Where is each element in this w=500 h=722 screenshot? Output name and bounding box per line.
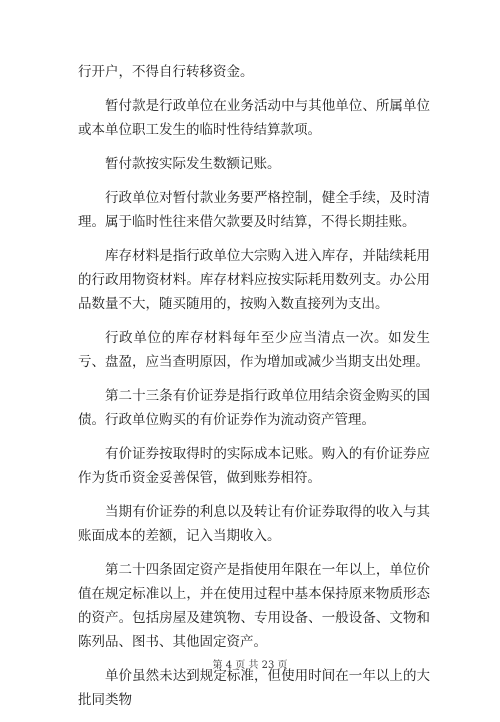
paragraph: 第二十三条有价证券是指行政单位用结余资金购买的国债。行政单位购买的有价证券作为流动资产管理。 xyxy=(78,388,430,428)
paragraph: 有价证券按取得时的实际成本记账。购入的有价证券应作为货币资金妥善保管，做到账券相符。 xyxy=(78,446,430,486)
paragraph: 行政单位的库存材料每年至少应当清点一次。如发生亏、盘盈，应当查明原因，作为增加或减少当期支出处理。 xyxy=(78,330,430,370)
document-body xyxy=(78,60,430,722)
paragraph: 第二十四条固定资产是指使用年限在一年以上，单位价值在规定标准以上，并在使用过程中基本保持原来物质形态的资产。包括房屋及建筑物、专用设备、一般设备、文物和陈列品、图书、其他固定资产。 xyxy=(78,562,430,650)
paragraph: 行开户，不得自行转移资金。 xyxy=(78,64,254,80)
paragraph: 库存材料是指行政单位大宗购入进入库存，并陆续耗用的行政用物资材料。库存材料应按实际耗用数列支。办公用品数量不大，随买随用的，按购入数直接列为支出。 xyxy=(78,248,430,312)
paragraph: 行政单位对暂付款业务要严格控制，健全手续，及时清理。属于临时性往来借欠款要及时结算，不得长期挂账。 xyxy=(78,190,430,230)
page-footer: 第 4 页 共 23 页 xyxy=(212,660,288,671)
paragraph: 暂付款是行政单位在业务活动中与其他单位、所属单位或本单位职工发生的临时性待结算款项。 xyxy=(78,98,430,138)
paragraph: 当期有价证券的利息以及转让有价证券取得的收入与其账面成本的差额，记入当期收入。 xyxy=(78,504,430,544)
paragraph: 单价虽然未达到规定标准，但使用时间在一年以上的大批同类物 xyxy=(78,668,430,708)
paragraph: 暂付款按实际发生数额记账。 xyxy=(105,156,281,172)
